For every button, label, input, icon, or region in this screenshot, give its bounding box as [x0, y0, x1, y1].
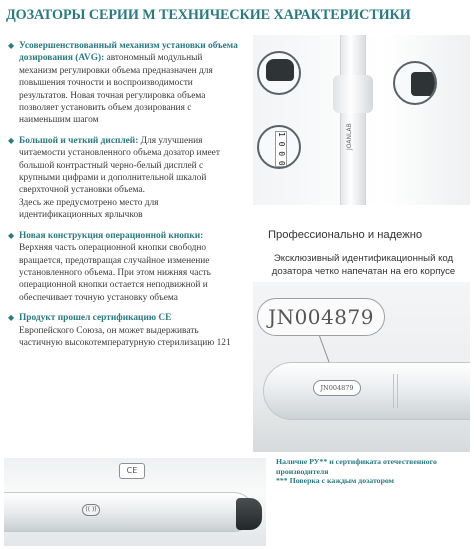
pipette-tip-cone — [236, 498, 262, 530]
pipette-shaft — [4, 492, 254, 532]
plunger-cap-icon — [266, 59, 294, 81]
serial-panel-heading: Профессионально и надежно — [268, 229, 423, 241]
certification-notes — [276, 457, 472, 486]
feature-volume-mechanism — [8, 40, 240, 127]
page-title: ДОЗАТОРЫ СЕРИИ M ТЕХНИЧЕСКИЕ ХАРАКТЕРИСТИКИ — [6, 7, 411, 23]
tube-groove — [393, 374, 398, 408]
diamond-icon: ◆ — [8, 135, 15, 145]
feature-head: Большой и четкий дисплей: — [19, 135, 139, 146]
zoom-plunger-cap — [257, 51, 301, 95]
diamond-icon: ◆ — [8, 313, 15, 323]
serial-code-panel — [253, 216, 470, 452]
note-verification: *** Поверка с каждым дозатором — [276, 476, 394, 486]
diamond-icon: ◆ — [8, 41, 15, 50]
zoom-ejector-button — [393, 61, 437, 105]
pipette-photo-bottom — [4, 458, 266, 546]
feature-body: Верхняя часть операционной кнопки свободно вращается, предотвращая случайное изменение установленного объема. При этом нижняя часть операционной кнопки остается неподвижной и обеспечивает точную установку объема — [19, 243, 211, 303]
feature-body: Для улучшения читаемости установленного объема дозатор имеет большой контрастный черно-белый дисплей с крупными цифрами и дополнительной шкалой сверхточной установки объема. — [19, 135, 220, 196]
feature-button-design — [8, 230, 240, 304]
pipette-brand-label: JOANLAB — [346, 123, 353, 151]
volume-display: 1 0 0 0 — [277, 132, 286, 166]
feature-extra: Здесь же предусмотрено место для идентификационных ярлычков — [19, 197, 159, 221]
feature-head: Усовершенствованный механизм установки объема дозирования (AVG): — [19, 41, 238, 64]
note-registration: Наличие РУ** и сертификата отечественного производителя — [276, 457, 437, 476]
pipette-tube — [263, 362, 470, 420]
serial-code-photo — [253, 282, 470, 452]
feature-head: Новая конструкция операционной кнопки: — [19, 230, 204, 241]
feature-body: автономный модульный механизм регулировки объема предназначен для повышения точности и воспроизводимости результатов. Новая точная регулировка объема позволяет установить объем дозирования с наименьшим шагом — [19, 53, 213, 126]
ejector-button-icon — [411, 72, 435, 96]
logo-oval-icon: (( )) — [82, 504, 100, 516]
zoom-volume-display — [257, 125, 301, 169]
ce-mark-icon: CE — [119, 463, 145, 479]
feature-display — [8, 135, 240, 222]
features-list — [8, 40, 240, 357]
serial-panel-text: Эксклюзивный идентификационный код дозатора четко напечатан на его корпусе — [271, 253, 456, 277]
diamond-icon: ◆ — [8, 230, 15, 240]
pipette-head — [333, 75, 373, 113]
feature-ce-certification — [8, 312, 240, 349]
feature-head: Продукт прошел сертификацию CE — [19, 313, 172, 324]
feature-body: Европейского Союза, он может выдерживать частичную высокотемпературную стерилизацию 121 — [19, 325, 231, 348]
serial-code-enlarged: JN004879 — [257, 298, 385, 336]
serial-code-printed: JN004879 — [313, 380, 361, 396]
pipette-photo-top — [253, 35, 470, 205]
